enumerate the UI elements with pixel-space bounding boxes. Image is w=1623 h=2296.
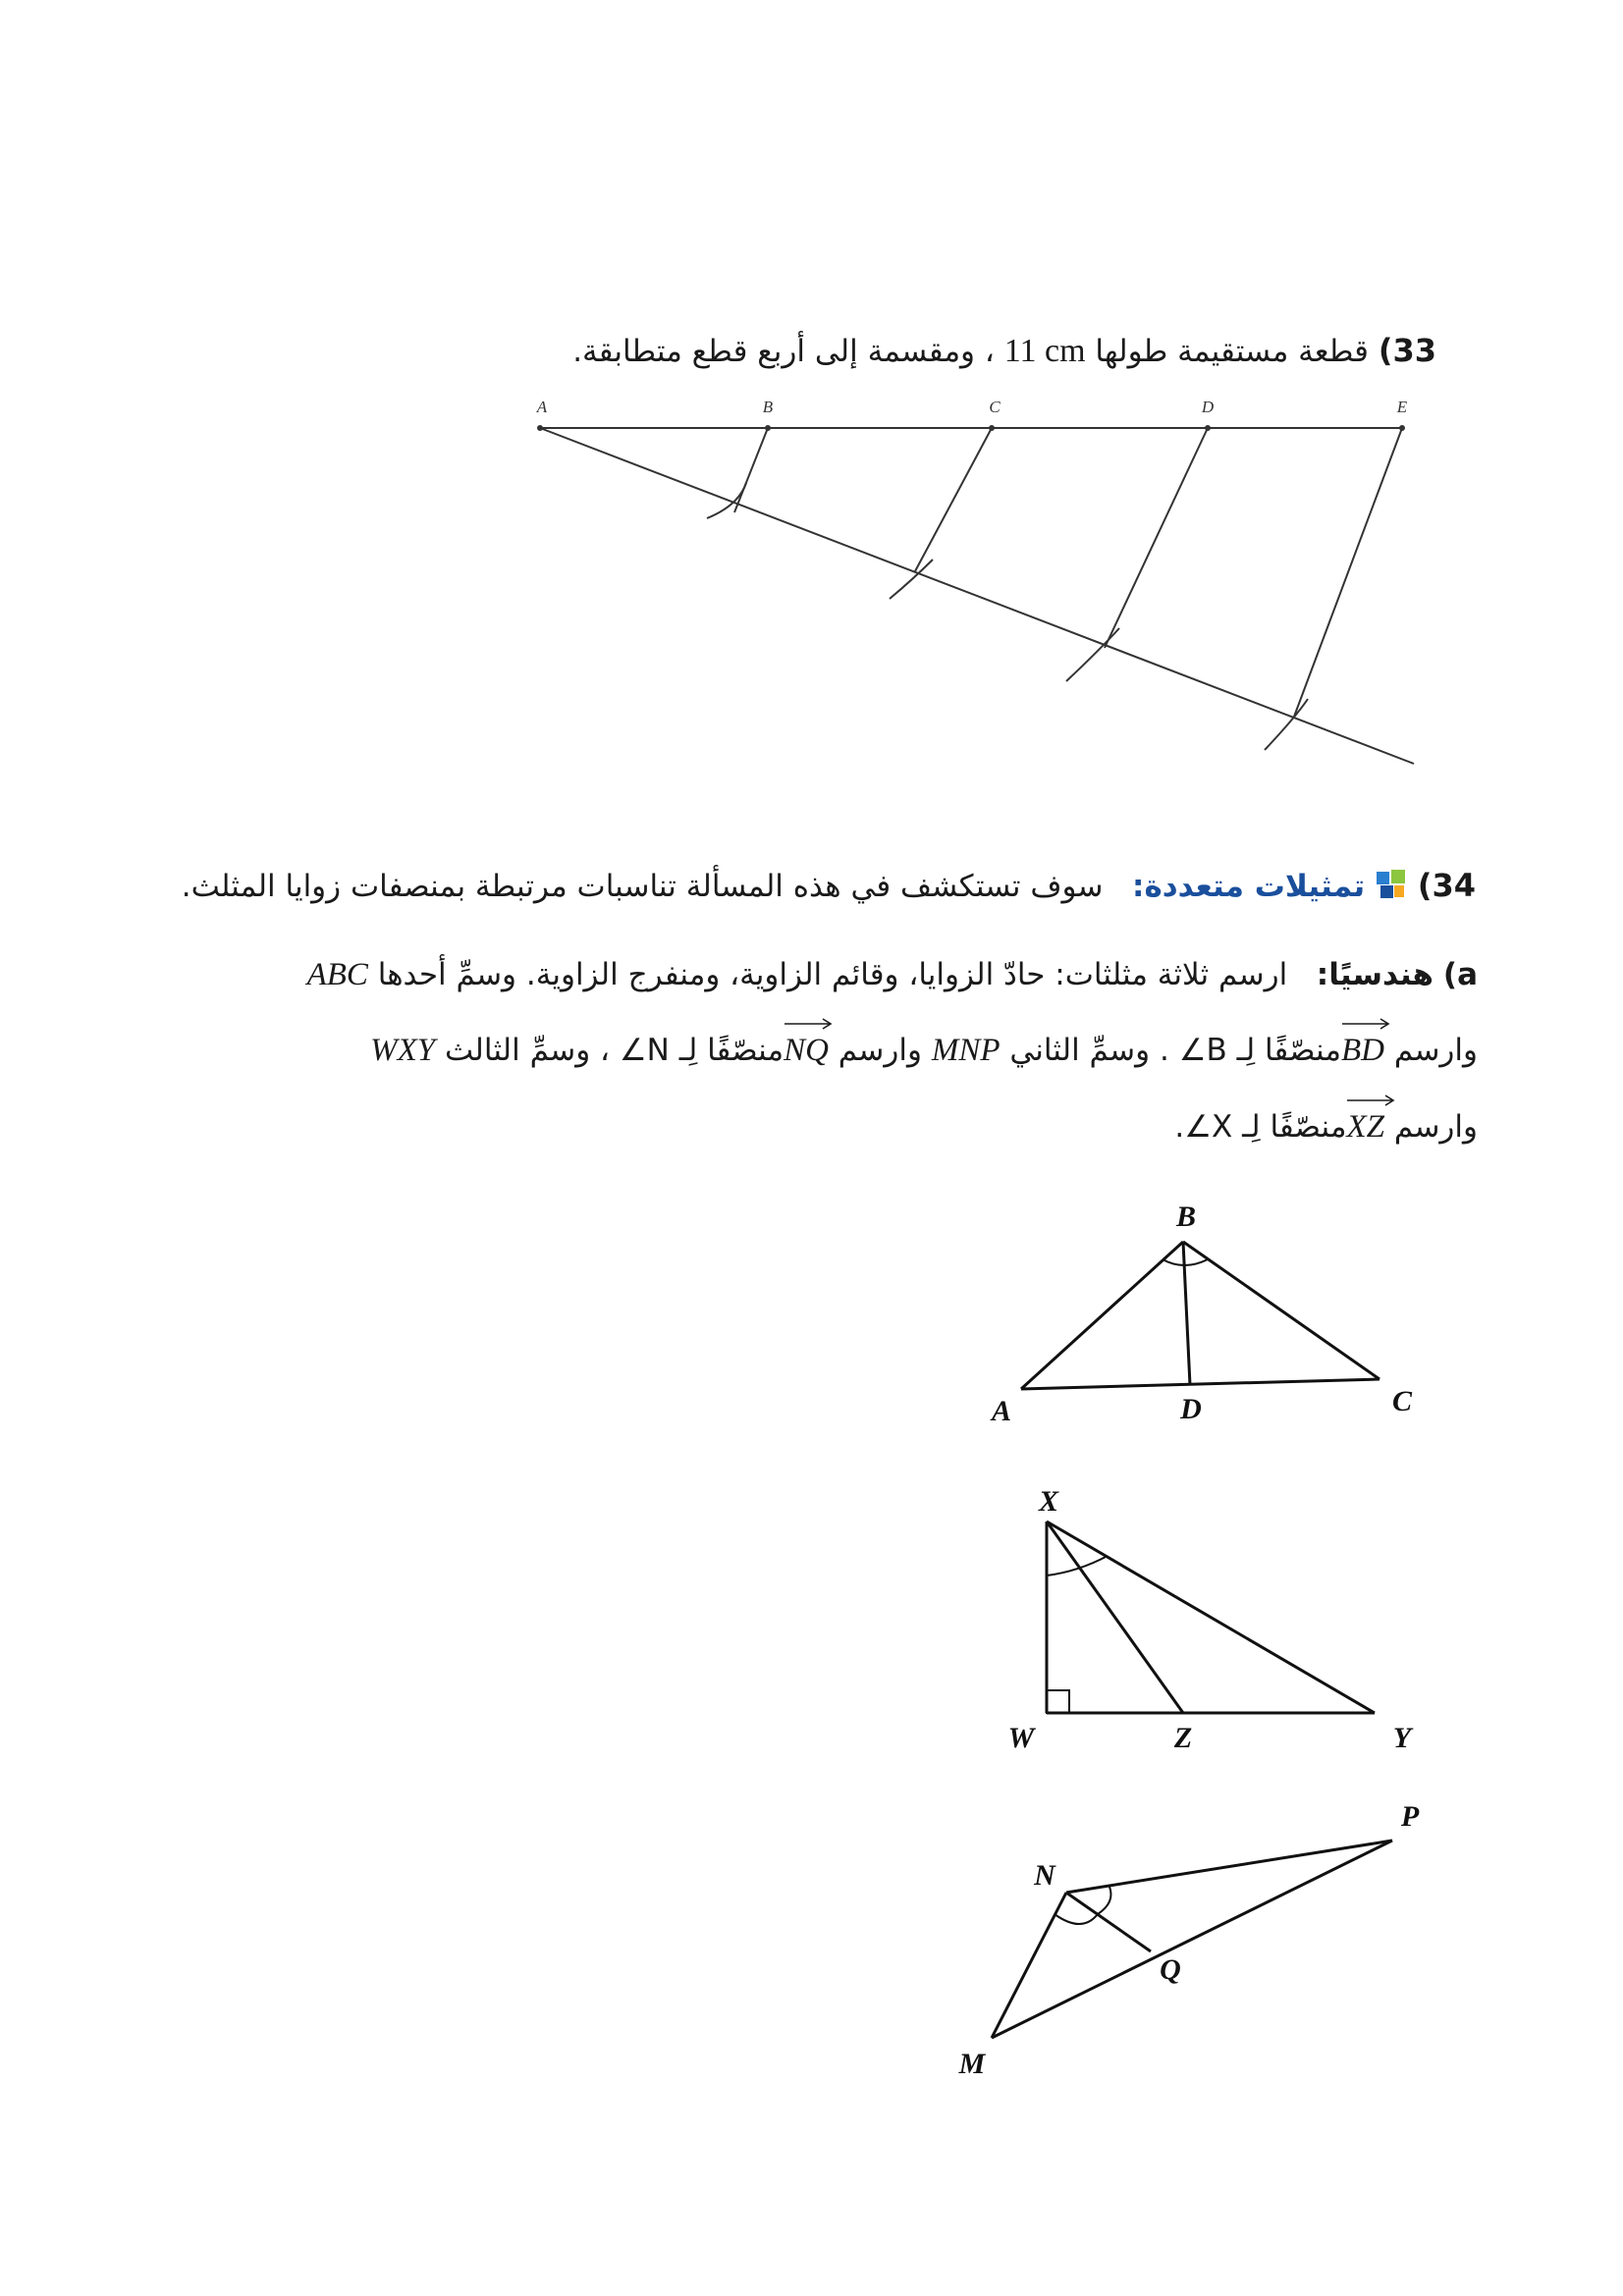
q33-statement bbox=[572, 332, 1436, 370]
point-label-z: Z bbox=[1173, 1722, 1193, 1754]
name-third: ، وسمِّ الثالث bbox=[444, 1033, 611, 1068]
ray-xz: XZ bbox=[1346, 1109, 1384, 1146]
ray-bd: BD bbox=[1341, 1033, 1384, 1069]
triangle-name-mnp: MNP bbox=[931, 1033, 1001, 1068]
final-period: . bbox=[1174, 1109, 1185, 1145]
draw-word-3: وارسم bbox=[1393, 1109, 1478, 1145]
q33-number: 33) bbox=[1378, 332, 1436, 369]
point-label-c: C bbox=[989, 398, 1001, 416]
point-label-b: B bbox=[762, 398, 774, 416]
q34-number: 34) bbox=[1417, 867, 1476, 904]
part-a-letter: a) bbox=[1442, 957, 1478, 992]
point-label-q: Q bbox=[1160, 1953, 1181, 1986]
parallel-line-e bbox=[1294, 428, 1402, 717]
point-label-d: D bbox=[1201, 398, 1215, 416]
part-a-line-1 bbox=[307, 957, 1478, 993]
right-angle-mark bbox=[1047, 1690, 1069, 1713]
draw-word-1: وارسم bbox=[1393, 1033, 1478, 1068]
part-a-line-3 bbox=[1174, 1109, 1478, 1146]
triangle-name-abc: ABC bbox=[306, 957, 368, 992]
angle-b: ∠B bbox=[1178, 1033, 1227, 1068]
q34-heading-colon: : bbox=[1132, 869, 1145, 904]
vertex-label-m: M bbox=[958, 2048, 986, 2080]
triangle-name-wxy: WXY bbox=[370, 1033, 436, 1068]
vertex-label-a: A bbox=[991, 1395, 1012, 1427]
multiple-representations-icon bbox=[1375, 868, 1408, 909]
part-a-line1-text: ارسم ثلاثة مثلثات: حادّ الزوايا، وقائم الزاوية، ومنفرج الزاوية. وسمِّ أحدها bbox=[377, 957, 1288, 992]
arc-mark-3 bbox=[1066, 628, 1119, 681]
part-a-label: هندسيًا bbox=[1328, 957, 1434, 992]
triangle-abc-diagram bbox=[962, 1193, 1453, 1428]
parallel-line-d bbox=[1105, 428, 1208, 648]
draw-word-2: وارسم bbox=[838, 1033, 922, 1068]
vertex-label-b: B bbox=[1175, 1201, 1197, 1233]
q34-heading: تمثيلات متعددة bbox=[1144, 869, 1366, 904]
vertex-label-w: W bbox=[1007, 1722, 1035, 1754]
vertex-label-n: N bbox=[1034, 1859, 1055, 1892]
part-a-colon: : bbox=[1316, 957, 1329, 992]
angle-n: ∠N bbox=[619, 1033, 670, 1068]
vertex-label-p: P bbox=[1400, 1800, 1420, 1833]
bisector-bd bbox=[1183, 1242, 1190, 1385]
point-label-a: A bbox=[536, 398, 548, 416]
vertex-label-y: Y bbox=[1392, 1722, 1412, 1754]
point-label-d-abc: D bbox=[1180, 1393, 1202, 1425]
vertex-label-c: C bbox=[1391, 1385, 1413, 1417]
triangle-mnp-diagram bbox=[933, 1796, 1453, 2091]
name-second: . وسمِّ الثاني bbox=[1009, 1033, 1169, 1068]
point-label-e: E bbox=[1396, 398, 1408, 416]
q33-text-part1: قطعة مستقيمة طولها bbox=[1095, 334, 1369, 369]
bisector-of-2: منصّفًا لِـ bbox=[678, 1033, 784, 1068]
angle-x: ∠X bbox=[1184, 1109, 1233, 1145]
q34-intro: سوف تستكشف في هذه المسألة تناسبات مرتبطة بمنصفات زوايا المثلث. bbox=[181, 869, 1104, 904]
ray-nq: NQ bbox=[784, 1033, 829, 1069]
q33-text-part2: ، ومقسمة إلى أربع قطع متطابقة. bbox=[572, 334, 995, 369]
arc-mark-4 bbox=[1265, 699, 1308, 750]
part-a-line-2 bbox=[370, 1033, 1478, 1069]
bisector-of-1: منصّفًا لِـ bbox=[1236, 1033, 1341, 1068]
triangle-wxy-diagram bbox=[982, 1477, 1453, 1762]
vertex-label-x: X bbox=[1038, 1485, 1059, 1518]
q33-length: 11 cm bbox=[1003, 333, 1086, 369]
parallel-line-b bbox=[734, 428, 768, 512]
q34-statement bbox=[182, 867, 1476, 909]
parallel-line-c bbox=[915, 428, 992, 571]
auxiliary-ray bbox=[540, 428, 1414, 764]
bisector-xz bbox=[1047, 1522, 1183, 1713]
segment-division-diagram bbox=[511, 393, 1434, 775]
bisector-of-3: منصّفًا لِـ bbox=[1242, 1109, 1347, 1145]
